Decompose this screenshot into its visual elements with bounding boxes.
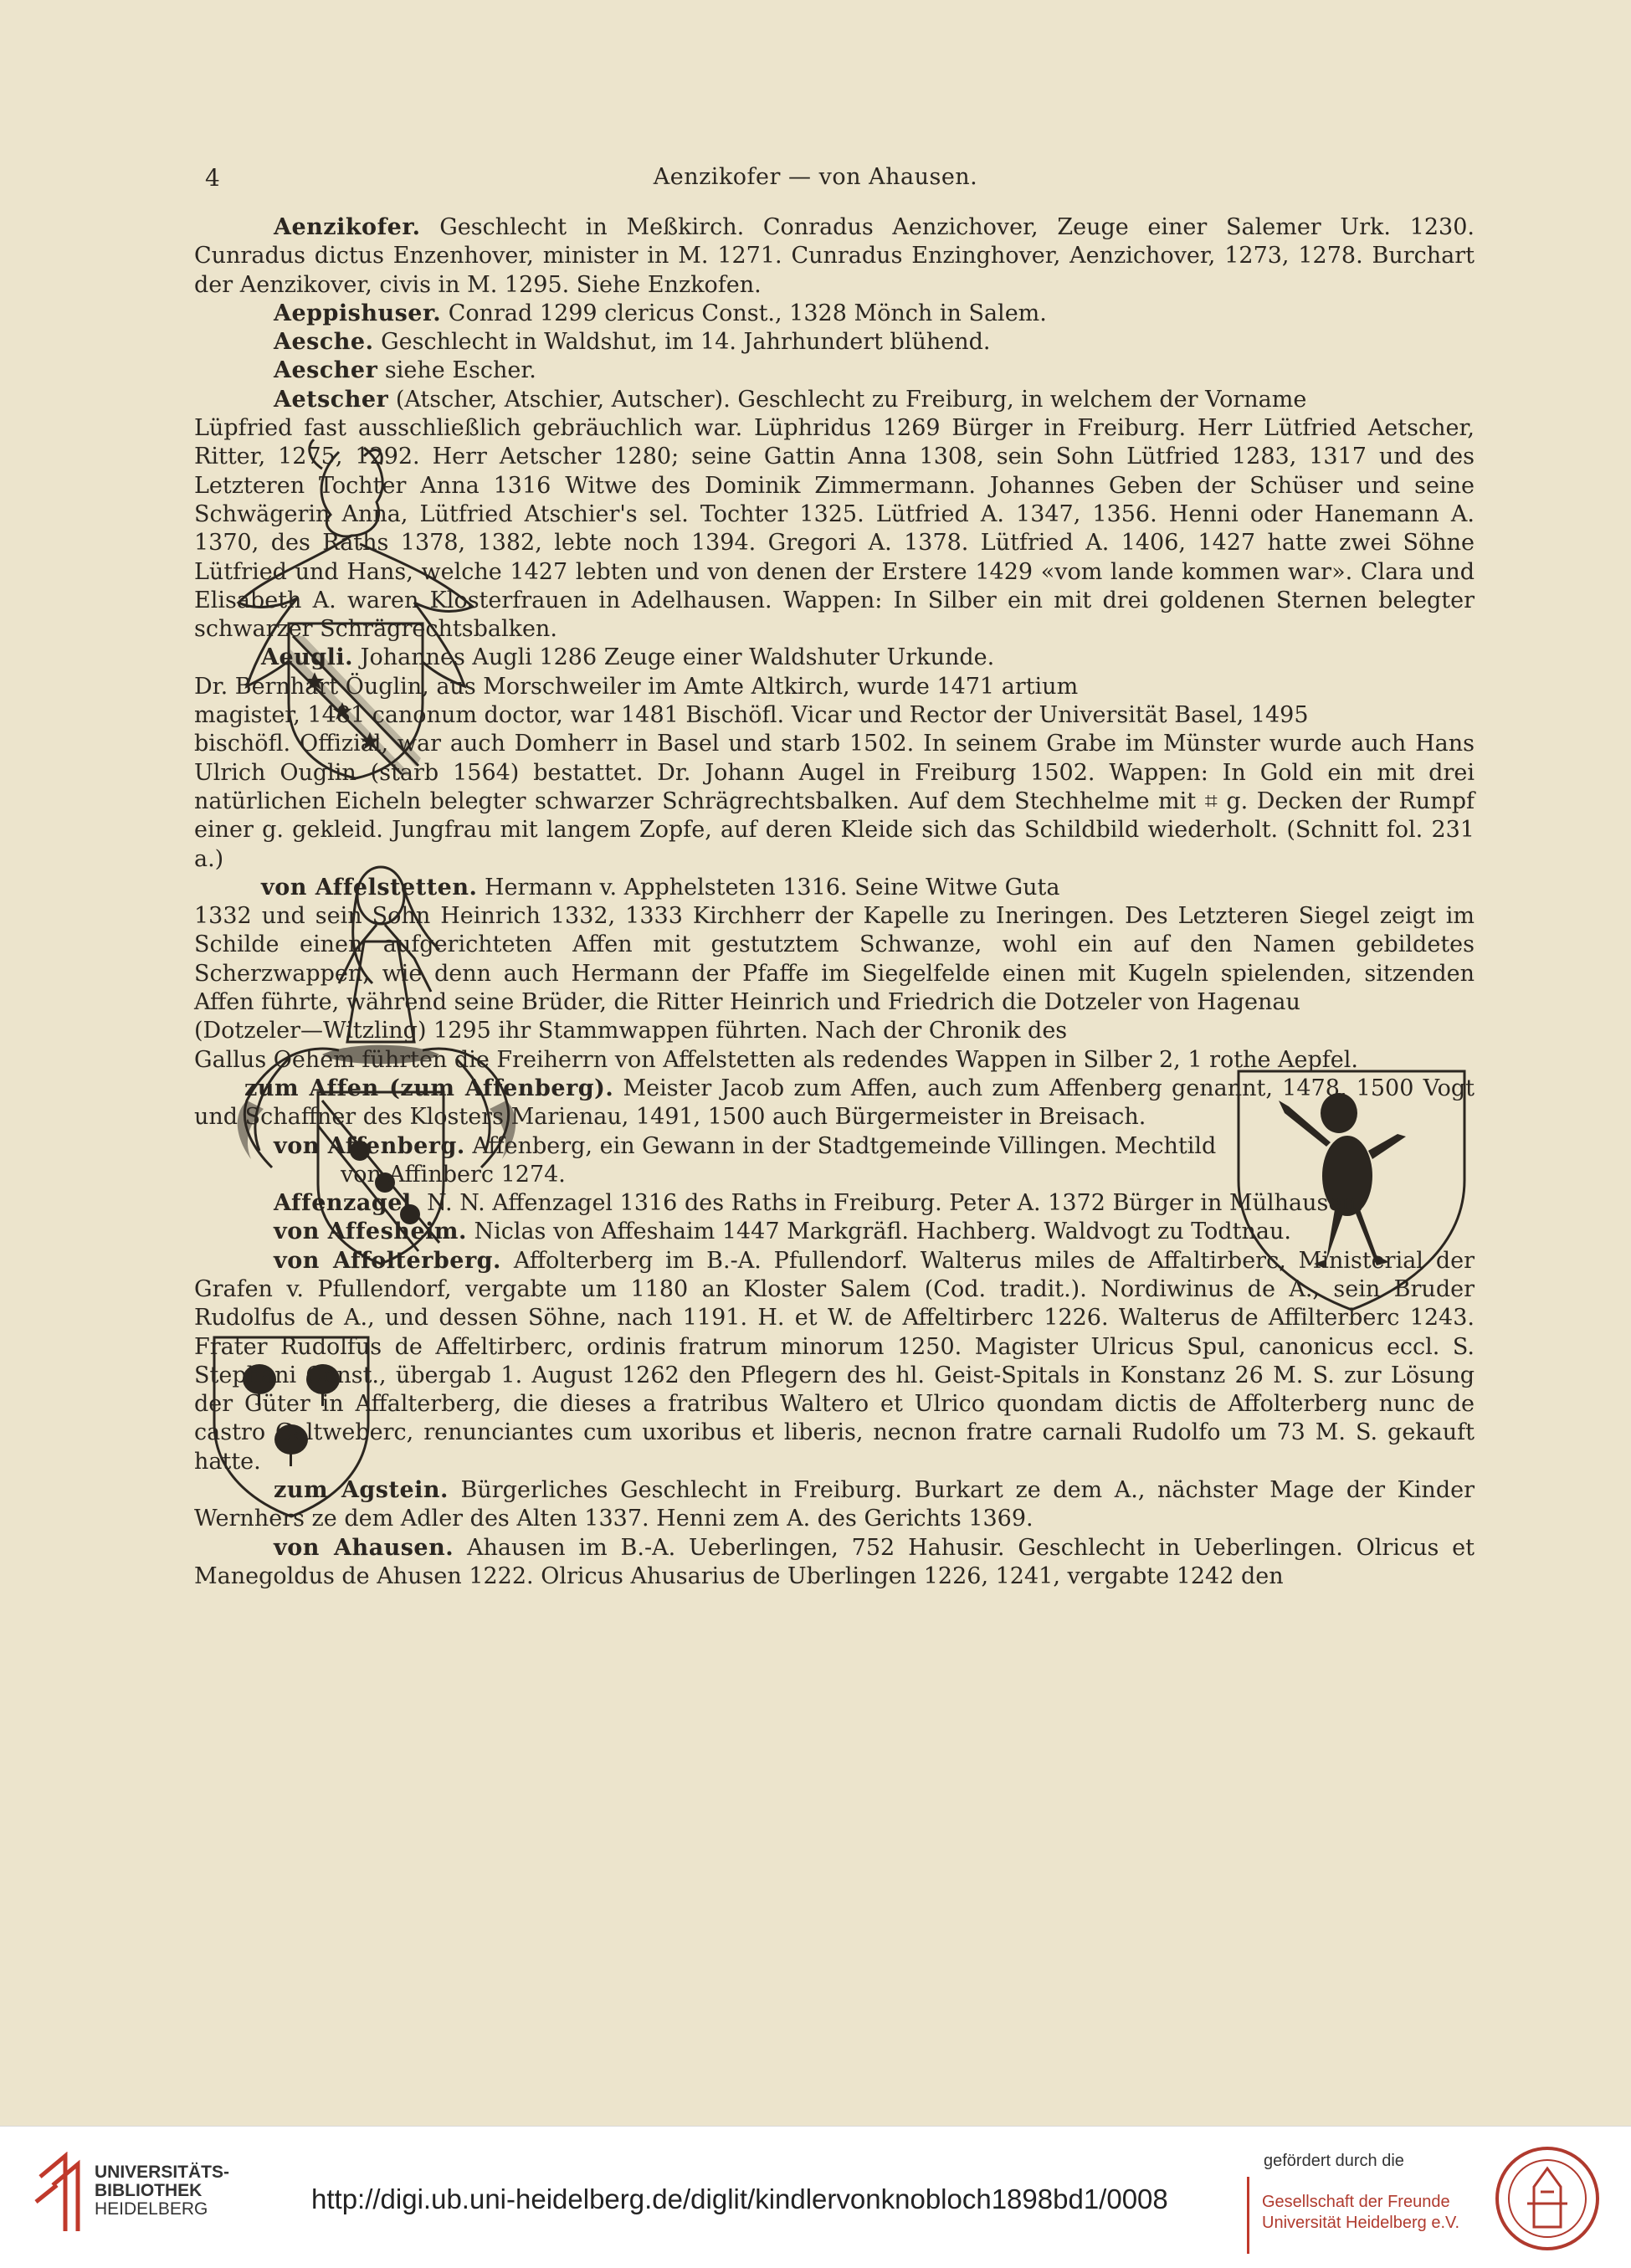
headword: Aesche. [274,329,374,356]
library-name-line3: HEIDELBERG [95,2199,208,2219]
page-number: 4 [205,164,220,192]
entry-text: N. N. Affenzagel 1316 des Raths in Freiburg. Peter A. 1372 Bürger in Mülhausen. [419,1190,1364,1217]
library-logo-icon [32,2152,90,2235]
entry-aeugli-cont2: magister, 1481 canonum doctor, war 1481 Bischöfl. Vicar und Rector der Universität Basel, 1495 [194,702,1309,729]
entry-affelstetten-cont2: (Dotzeler—Witzling) 1295 ihr Stammwappen führten. Nach der Chronik des [194,1018,1068,1044]
headword: von Ahausen. [274,1534,454,1561]
entry-aeugli [194,644,1475,672]
entry-aetscher-cont: Lüpfried fast ausschließlich gebräuchlich war. Lüphridus 1269 Bürger in Freiburg. Herr Lütfried Aetscher, Ritter, 1275, 1292. Herr Aetscher 1280; seine Gattin Anna 1308, sein Sohn Lütfried 1283, 1317 und des Letzteren Tochter Anna 1316 Witwe des Dominik Zimmermann. Johannes Geben der Schüser und seine Schwägerin Anna, Lütfried Atschier's sel. Tochter 1325. Lütfried A. 1347, 1356. Henni oder Hanemann A. 1370, des Raths 1378, 1382, lebte noch 1394. Gregori A. 1378. Lütfried A. 1406, 1427 hatte zwei Söhne Lütfried und Hans, welche 1427 lebten und von denen der Erstere 1429 «vom lande kommen war». Clara und Elisabeth A. waren Klosterfrauen in Adelhausen. Wappen: In Silber ein mit drei goldenen Sternen belegter schwarzer Schrägrechtsbalken. [194,415,1475,643]
sponsor-divider [1247,2177,1249,2254]
entry-affelstetten-cont1: 1332 und sein Sohn Heinrich 1332, 1333 Kirchherr der Kapelle zu Ineringen. Des Letzteren Siegel zeigt im Schilde einen aufgerichteten Affen mit gestutztem Schwanze, wohl ein auf den Namen gebildetes Scherzwappen, wie denn auch Hermann der Pfaffe im Siegelfelde einen mit Kugeln spielenden, sitzenden Affen führte, während seine Brüder, die Ritter Heinrich und Friedrich die Dotzeler von Hagenau [194,903,1475,1016]
entry-text: Bürgerliches Geschlecht in Freiburg. Burkart ze dem A., nächster Mage der Kinder Wernhers ze dem Adler des Alten 1337. Henni zem A. des Gerichts 1369. [194,1477,1475,1532]
university-seal-icon [1494,2145,1601,2252]
entry-aesche [194,328,1475,357]
headword: Aetscher [274,386,389,413]
library-name-line1: UNIVERSITÄTS- [95,2163,230,2182]
entry-text: Ahausen im B.-A. Ueberlingen, 752 Hahusir. Geschlecht in Ueberlingen. Olricus et Manegoldus de Ahusen 1222. Olricus Ahusarius de Uberlingen 1226, 1241, vergabte 1242 den [194,1534,1475,1589]
entry-affenzagel [194,1189,1475,1218]
entry-affolterberg [194,1247,1475,1476]
entry-text: Affenberg, ein Gewann in der Stadtgemeinde Villingen. Mechtild [464,1132,1217,1159]
headword: von Affesheim. [274,1219,467,1245]
entry-aescher [194,357,1475,385]
entry-text: Niclas von Affeshaim 1447 Markgräfl. Hachberg. Waldvogt zu Todtnau. [466,1219,1291,1245]
entry-text: Geschlecht in Meßkirch. Conradus Aenzichover, Zeuge einer Salemer Urk. 1230. Cunradus dictus Enzenhover, minister in M. 1271. Cunradus Enzinghover, Aenzichover, 1273, 1278. Burchart der Aenzikover, civis in M. 1295. Siehe Enzkofen. [194,214,1475,298]
headword: Affenzagel. [274,1190,420,1217]
entry-agstein [194,1476,1475,1534]
entry-text: Hermann v. Apphelsteten 1316. Seine Witwe Guta [477,874,1060,901]
sponsor-name-line1: Gesellschaft der Freunde [1262,2193,1450,2211]
headword: Aeppishuser. [274,300,442,326]
entry-affesheim [194,1218,1475,1246]
entry-aetscher [194,386,1475,414]
entry-aeppishuser [194,300,1475,328]
library-name-line2: BIBLIOTHEK [95,2181,203,2200]
entry-text: Meister Jacob zum Affen, auch zum Affenberg genannt, 1478, 1500 Vogt und Schaffner des Klosters Marienau, 1491, 1500 auch Bürgermeister in Breisach. [194,1075,1475,1131]
entry-affenberg [194,1132,1475,1161]
entry-affenberg-cont: von Affinberc 1274. [341,1161,566,1188]
headword: Aeugli. [261,644,354,671]
entry-text: Geschlecht in Waldshut, im 14. Jahrhundert blühend. [373,329,991,356]
headword: Aescher [274,357,378,384]
viewer-footer [0,2126,1631,2268]
entry-text: (Atscher, Atschier, Autscher). Geschlecht zu Freiburg, in welchem der Vorname [388,386,1307,413]
entry-affelstetten [194,874,1475,902]
entry-aenzikofer [194,213,1475,300]
sponsor-label: gefördert durch die [1264,2152,1404,2170]
entry-ahausen [194,1534,1475,1592]
running-title: Aenzikofer — von Ahausen. [653,164,978,190]
headword: zum Affen (zum Affenberg). [244,1075,614,1101]
headword: von Affolterberg. [274,1247,501,1274]
entry-text: Affolterberg im B.-A. Pfullendorf. Walterus miles de Affaltirberc, Ministerial der Grafen v. Pfullendorf, vergabte um 1180 an Kloster Salem (Cod. tradit.). Nordiwinus de A., sein Bruder Rudolfus de A., und dessen Söhne, nach 1191. H. et W. de Affeltirberc 1226. Walterus de Affilterberc 1243. Frater Rudolfus de Affeltirberc, ordinis fratrum minorum 1250. Magister Ulricus Spul, canonicus eccl. S. Stephani Const., übergab 1. August 1262 den Pflegern des hl. Geist-Spitals in Konstanz 26 M. S. zur Lösung der Güter in Affalterberg, die dieses a fratribus Waltero et Ulrico quondam dictis de Affolterberg nunc de castro Caltweberc, renunciantes cum uxoribus et liberis, necnon fratre carnali Rudolfo um 73 M. S. gekauft hatte. [194,1247,1475,1475]
entry-text: Conrad 1299 clericus Const., 1328 Mönch in Salem. [441,300,1047,326]
entry-text: Johannes Augli 1286 Zeuge einer Waldshuter Urkunde. [353,644,995,671]
headword: zum Agstein. [274,1477,449,1504]
dictionary-text [194,213,1475,1591]
entry-zum-affen [194,1075,1475,1132]
headword: Aenzikofer. [274,214,421,240]
headword: von Affelstetten. [261,874,478,901]
entry-aeugli-cont1: Dr. Bernhart Öuglin, aus Morschweiler im Amte Altkirch, wurde 1471 artium [194,673,1079,700]
headword: von Affenberg. [274,1132,465,1159]
entry-affelstetten-cont3: Gallus Oehem führten die Freiherrn von Affelstetten als redendes Wappen in Silber 2, 1 rothe Aepfel. [194,1046,1359,1073]
entry-aeugli-cont3: bischöfl. Offizial, war auch Domherr in Basel und starb 1502. In seinem Grabe im Münster wurde auch Hans Ulrich Ouglin (starb 1564) bestattet. Dr. Johann Augel in Freiburg 1502. Wappen: In Gold ein mit drei natürlichen Eicheln belegter schwarzer Schrägrechtsbalken. Auf dem Stechhelme mit ⌗ g. Decken der Rumpf einer g. gekleid. Jungfrau mit langem Zopfe, auf deren Kleide sich das Schildbild wiederholt. (Schnitt fol. 231 a.) [194,731,1475,872]
sponsor-name [1262,2192,1459,2234]
sponsor-name-line2: Universität Heidelberg e.V. [1262,2214,1460,2232]
library-name [95,2163,229,2219]
permalink-url[interactable]: http://digi.ub.uni-heidelberg.de/diglit/kindlervonknobloch1898bd1/0008 [311,2183,1168,2214]
entry-text: siehe Escher. [377,357,536,384]
